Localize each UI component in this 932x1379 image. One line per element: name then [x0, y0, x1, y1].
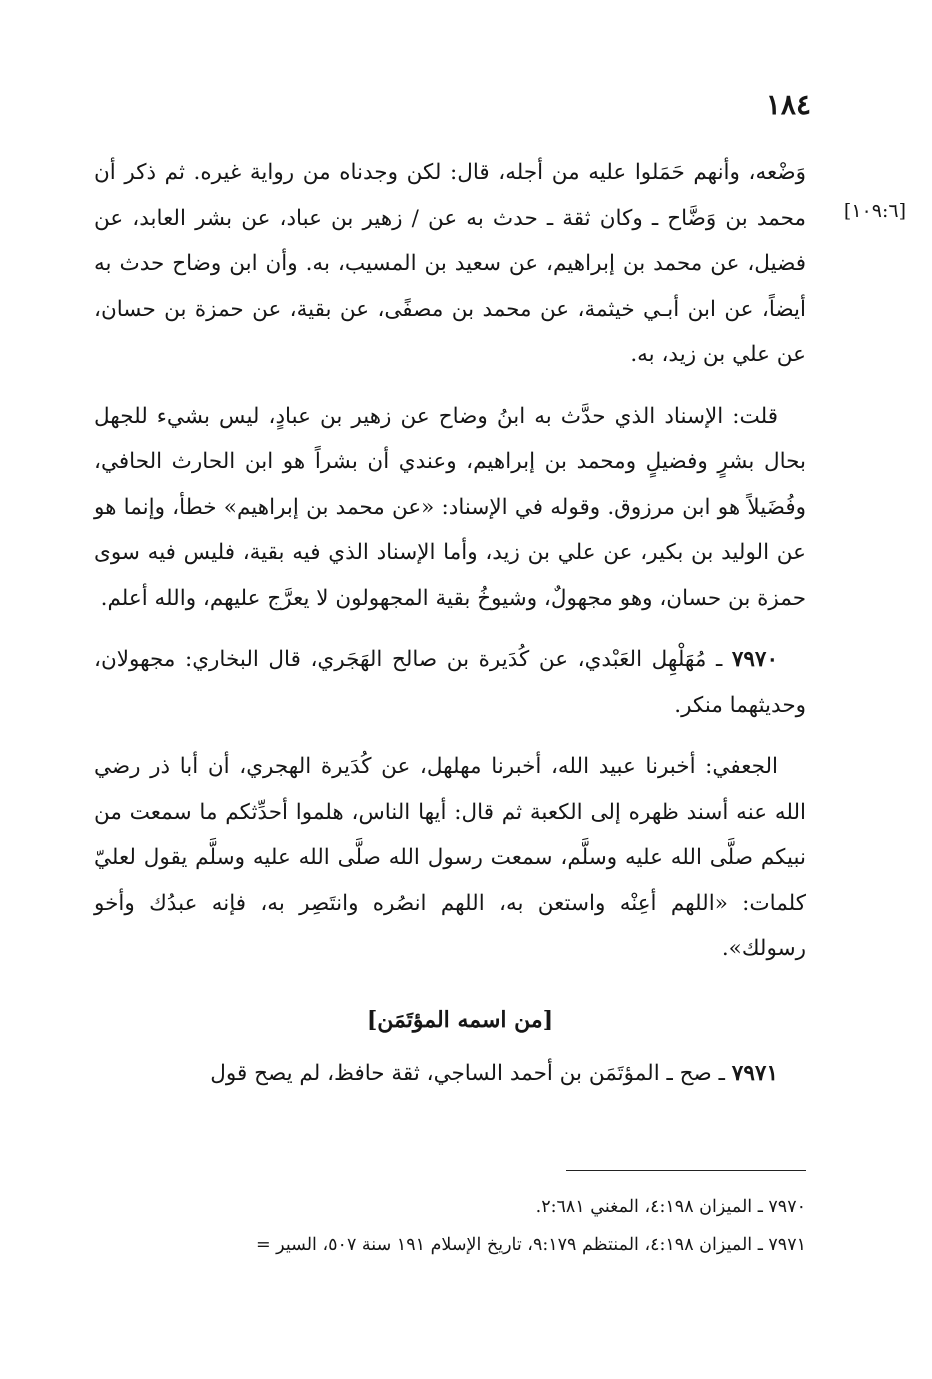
- entry-7971-number: ٧٩٧١: [731, 1061, 778, 1086]
- entry-7971: [94, 1051, 806, 1097]
- margin-reference: [١٠٩:٦]: [843, 200, 906, 222]
- entry-7971-text: ـ صح ـ المؤتَمَن بن أحمد الساجي، ثقة حافظ، لم يصح قول: [210, 1061, 725, 1086]
- paragraph-2: قلت: الإسناد الذي حدَّث به ابنُ وضاح عن زهير بن عبادٍ، ليس بشيء للجهل بحال بشرٍ وفضيلٍ ومحمد بن إبراهيم، وعندي أن بشراً هو ابن الحارث الحافي، وفُضَيلاً هو ابن مرزوق. وقوله في الإسناد: «عن محمد بن إبراهيم» خطأ، وإنما هو عن الوليد بن بكير، عن علي بن زيد، وأما الإسناد الذي فيه بقية، فليس فيه سوى حمزة بن حسان، وهو مجهولٌ، وشيوخُ بقية المجهولون لا يعرَّج عليهم، والله أعلم.: [94, 403, 806, 611]
- footnote-divider: [566, 1170, 806, 1171]
- main-text: [94, 150, 806, 1097]
- section-heading: [من اسمه المؤتَمَن]: [366, 1006, 554, 1033]
- page-number: ١٨٤: [765, 88, 811, 121]
- paragraph-1: وَضْعه، وأنهم حَمَلوا عليه من أجله، قال: لكن وجدناه من رواية غيره. ثم ذكر أن محمد بن وَضَّاح ـ وكان ثقة ـ حدث به عن / زهير بن عباد، عن بشر العابد، عن فضيل، عن محمد بن إبراهيم، عن سعيد بن المسيب، به. وأن ابن وضاح حدث به أيضاً، عن ابن أبـي خيثمة، عن محمد بن مصفًى، عن بقية، عن حمزة بن حسان، عن علي بن زيد، به.: [94, 160, 806, 367]
- footnote-7971: ٧٩٧١ ـ الميزان ٤:١٩٨، المنتظم ٩:١٧٩، تاريخ الإسلام ١٩١ سنة ٥٠٧، السير =: [255, 1235, 806, 1255]
- entry-7970: ٧٩٧٠ ـ مُهَلْهِل العَبْدي، عن كُدَيرة بن صالح الهَجَري، قال البخاري: مجهولان، وحديثهما منكر.: [94, 647, 806, 718]
- footnote-7970: ٧٩٧٠ ـ الميزان ٤:١٩٨، المغني ٢:٦٨١.: [535, 1197, 806, 1217]
- hadith-paragraph: الجعفي: أخبرنا عبيد الله، أخبرنا مهلهل، عن كُدَيرة الهجري، أن أبا ذر رضي الله عنه أسند ظهره إلى الكعبة ثم قال: أيها الناس، هلموا أحدِّثكم ما سمعت من نبيكم صلَّى الله عليه وسلَّم، سمعت رسول الله صلَّى الله عليه وسلَّم يقول لعليّ كلمات: «اللهم أعِنْه واستعن به، اللهم انصُره وانتَصِر به، فإنه عبدُك وأخو رسولك».: [94, 754, 806, 961]
- entry-7970-name: مُهَلْهِل العَبْدي: [584, 647, 707, 672]
- footnotes: [86, 1188, 806, 1264]
- entry-7970-number: ٧٩٧٠: [731, 647, 779, 672]
- entry-7970-text: ، عن كُدَيرة بن صالح الهَجَري، قال البخاري: مجهولان، وحديثهما منكر.: [94, 647, 806, 718]
